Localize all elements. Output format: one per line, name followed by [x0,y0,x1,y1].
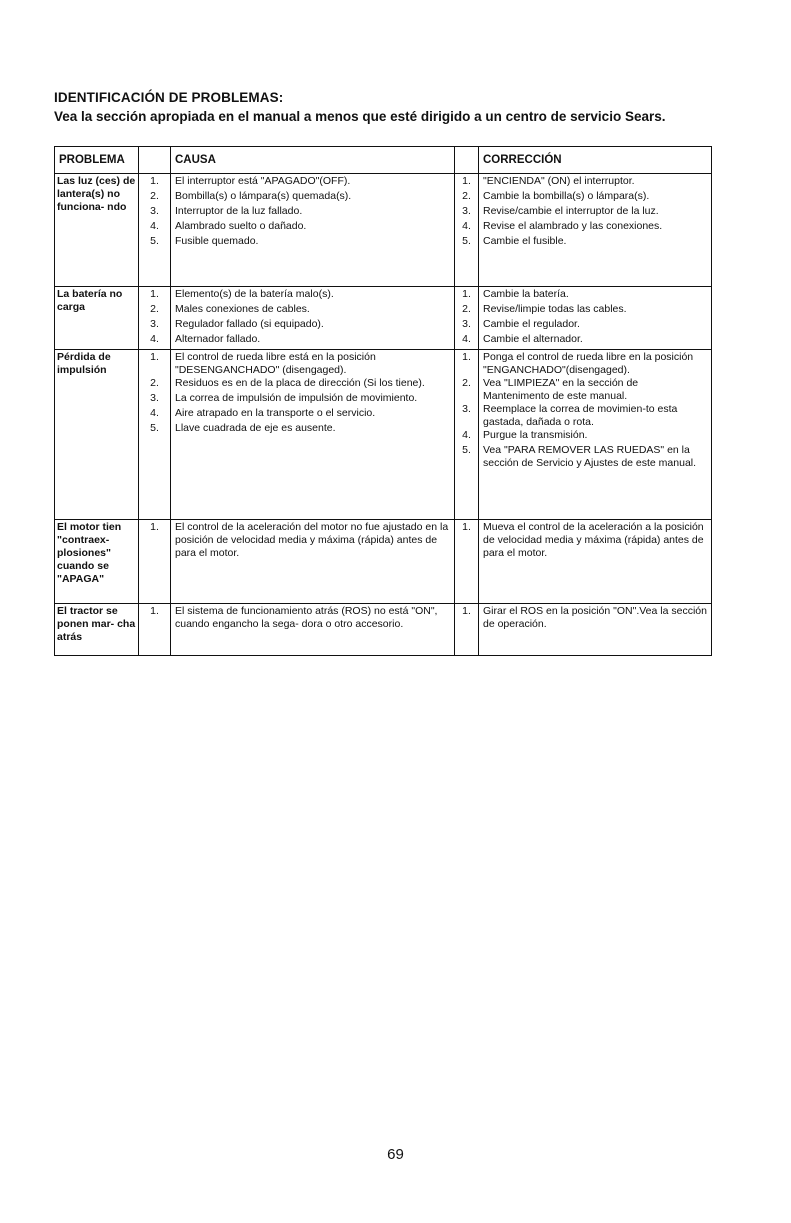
correction-number-cell [455,350,479,520]
page-number: 69 [387,1146,404,1163]
page-title: IDENTIFICACIÓN DE PROBLEMAS: [54,90,284,105]
cause-number-cell [139,174,171,287]
cause-text: Interruptor de la luz fallado. [175,205,303,217]
header-problem: PROBLEMA [55,147,139,174]
correction-number: 5. [462,444,471,456]
cause-number: 1. [150,521,159,533]
table-row [55,350,712,520]
correction-text: Cambie la batería. [483,288,569,300]
correction-number-cell [455,604,479,656]
problem-cell: La batería no carga [55,287,139,350]
cause-text: Elemento(s) de la batería malo(s). [175,288,334,300]
correction-number: 4. [462,333,471,345]
cause-number: 3. [150,318,159,330]
correction-number: 3. [462,403,471,415]
correction-text: Mueva el control de la aceleración a la posición de velocidad media y máxima (rápida) antes de para el motor. [483,521,704,559]
header-cause: CAUSA [171,147,455,174]
header-correction: CORRECCIÓN [479,147,712,174]
correction-number: 2. [462,303,471,315]
cause-text: La correa de impulsión de impulsión de movimiento. [175,392,418,404]
table-row [55,604,712,656]
cause-cell [171,287,455,350]
cause-number-cell [139,604,171,656]
cause-text: El interruptor está "APAGADO"(OFF). [175,175,351,187]
cause-number: 2. [150,377,159,389]
problem-cell: El tractor se ponen mar- cha atrás [55,604,139,656]
cause-number: 4. [150,407,159,419]
header-cause-number [139,147,171,174]
cause-number: 4. [150,220,159,232]
correction-text: "ENCIENDA" (ON) el interruptor. [483,175,635,187]
cause-text: Bombilla(s) o lámpara(s) quemada(s). [175,190,352,202]
correction-text: Cambie el alternador. [483,333,583,345]
table-header-row [55,147,712,174]
cause-cell [171,520,455,604]
correction-cell [479,174,712,287]
correction-number: 1. [462,288,471,300]
correction-number: 2. [462,377,471,389]
cause-text: Regulador fallado (si equipado). [175,318,324,330]
cause-number: 5. [150,235,159,247]
correction-text: Vea "PARA REMOVER LAS RUEDAS" en la sección de Servicio y Ajustes de este manual. [483,444,697,469]
correction-text: Revise el alambrado y las conexiones. [483,220,663,232]
cause-cell [171,604,455,656]
correction-text: Cambie el fusible. [483,235,567,247]
problem-cell: El motor tien "contraex- plosiones" cuando se "APAGA" [55,520,139,604]
cause-number-cell [139,350,171,520]
cause-number: 2. [150,190,159,202]
correction-number-cell [455,287,479,350]
correction-cell [479,350,712,520]
table-row [55,174,712,287]
correction-number: 4. [462,429,471,441]
cause-number: 1. [150,605,159,617]
cause-text: Llave cuadrada de eje es ausente. [175,422,336,434]
correction-number: 1. [462,521,471,533]
troubleshooting-table [54,146,712,656]
correction-text: Cambie el regulador. [483,318,580,330]
correction-number: 1. [462,605,471,617]
correction-text: Revise/cambie el interruptor de la luz. [483,205,659,217]
cause-number: 4. [150,333,159,345]
correction-text: Purgue la transmisión. [483,429,588,441]
cause-text: El sistema de funcionamiento atrás (ROS) no está "ON", cuando engancho la sega- dora o otro accesorio. [175,605,438,630]
correction-number: 3. [462,318,471,330]
cause-text: Alternador fallado. [175,333,261,345]
cause-number: 5. [150,422,159,434]
cause-text: Males conexiones de cables. [175,303,310,315]
cause-number: 1. [150,351,159,363]
correction-cell [479,520,712,604]
correction-number: 1. [462,175,471,187]
page-subtitle: Vea la sección apropiada en el manual a menos que esté dirigido a un centro de servicio Sears. [54,109,666,124]
cause-text: Aire atrapado en la transporte o el servicio. [175,407,376,419]
cause-cell [171,174,455,287]
correction-text: Reemplace la correa de movimien-to esta gastada, dañada o rota. [483,403,678,428]
cause-text: Alambrado suelto o dañado. [175,220,307,232]
table-body [55,174,712,656]
header-correction-number [455,147,479,174]
correction-number: 1. [462,351,471,363]
table-row [55,520,712,604]
cause-number-cell [139,287,171,350]
correction-text: Ponga el control de rueda libre en la posición "ENGANCHADO"(disengaged). [483,351,694,376]
correction-cell [479,287,712,350]
correction-number: 3. [462,205,471,217]
correction-text: Girar el ROS en la posición "ON".Vea la sección de operación. [483,605,707,630]
cause-number: 3. [150,205,159,217]
correction-number: 5. [462,235,471,247]
correction-number-cell [455,174,479,287]
correction-text: Cambie la bombilla(s) o lámpara(s). [483,190,650,202]
correction-number: 4. [462,220,471,232]
table-row [55,287,712,350]
cause-text: El control de la aceleración del motor no fue ajustado en la posición de velocidad media y máxima (rápida) antes de para el motor. [175,521,449,559]
correction-number: 2. [462,190,471,202]
correction-text: Revise/limpie todas las cables. [483,303,627,315]
cause-number: 1. [150,175,159,187]
problem-cell: Las luz (ces) de lantera(s) no funciona- ndo [55,174,139,287]
cause-number: 3. [150,392,159,404]
correction-cell [479,604,712,656]
problem-cell: Pérdida de impulsión [55,350,139,520]
cause-number-cell [139,520,171,604]
cause-text: El control de rueda libre está en la posición "DESENGANCHADO" (disengaged). [175,351,376,376]
cause-number: 1. [150,288,159,300]
cause-number: 2. [150,303,159,315]
cause-text: Fusible quemado. [175,235,259,247]
cause-cell [171,350,455,520]
cause-text: Residuos es en de la placa de dirección (Si los tiene). [175,377,425,389]
correction-text: Vea "LIMPIEZA" en la sección de Mantenimento de este manual. [483,377,639,402]
correction-number-cell [455,520,479,604]
